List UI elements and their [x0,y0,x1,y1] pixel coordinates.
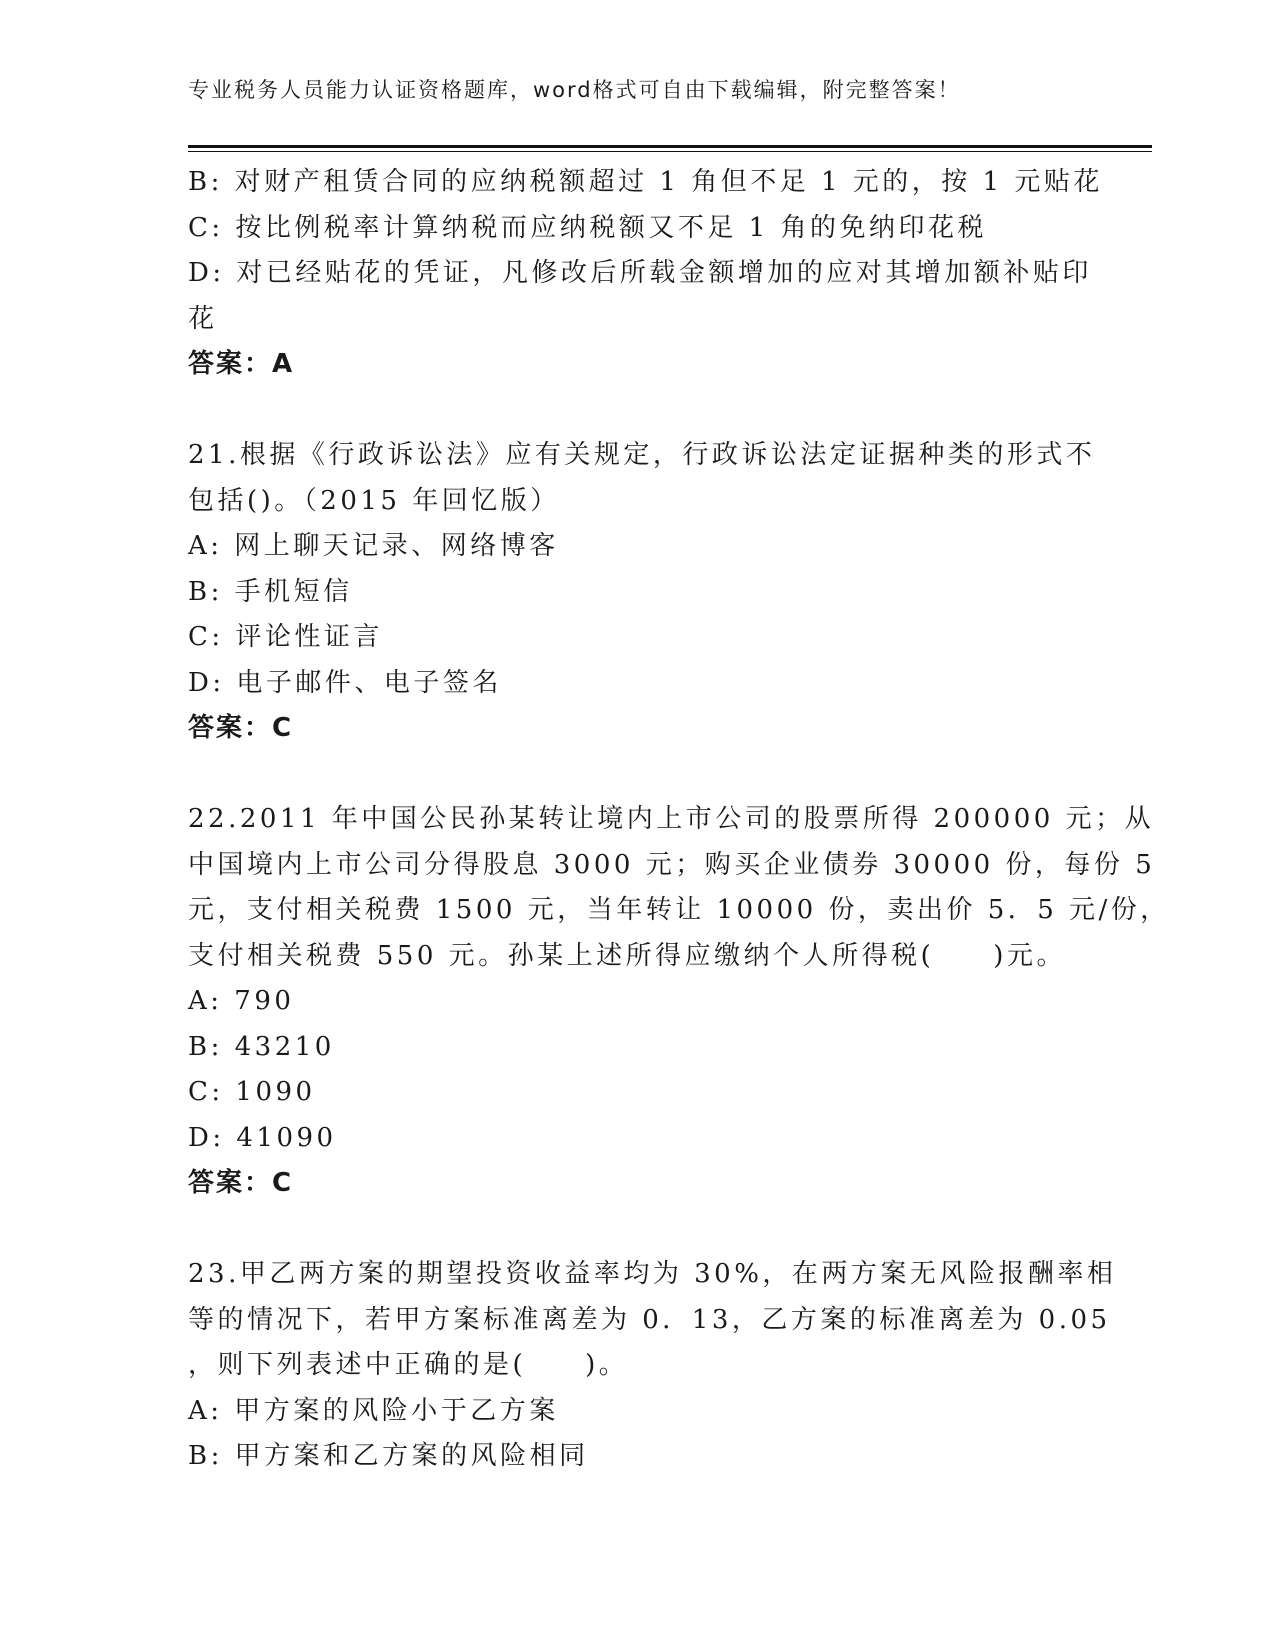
q22-answer: 答案：C [188,1168,294,1198]
spacer [188,1207,1088,1253]
q22-stem-line3: 元，支付相关税费 1500 元，当年转让 10000 份，卖出价 5．5 元/份， [188,895,1170,925]
header-divider [188,145,1152,148]
spacer [188,388,1088,434]
q23-stem-line3: ，则下列表述中正确的是( )。 [188,1350,629,1380]
q21-stem-line1: 21.根据《行政诉讼法》应有关规定，行政诉讼法定证据种类的形式不 [188,440,1096,470]
q21-option-a: A: 网上聊天记录、网络博客 [188,531,559,561]
q22-stem-line1: 22.2011 年中国公民孙某转让境内上市公司的股票所得 200000 元；从 [188,804,1155,834]
q21-option-c: C: 评论性证言 [188,622,383,652]
q22-option-a: A: 790 [188,986,295,1016]
q21-option-d: D: 电子邮件、电子签名 [188,667,502,698]
q22-stem-line2: 中国境内上市公司分得股息 3000 元；购买企业债券 30000 份，每份 5 [188,849,1156,880]
q22-option-d: D: 41090 [188,1122,337,1153]
prev-option-d-line1: D: 对已经贴花的凭证，凡修改后所载金额增加的应对其增加额补贴印 [188,258,1092,288]
page-header-title: 专业税务人员能力认证资格题库，word格式可自由下载编辑，附完整答案！ [188,78,961,102]
spacer [188,752,1088,798]
q23-stem-line1: 23.甲乙两方案的期望投资收益率均为 30%，在两方案无风险报酬率相 [188,1259,1117,1289]
q21-stem-line2: 包括()。（2015 年回忆版） [188,485,560,516]
prev-answer: 答案：A [188,349,295,379]
q23-stem-line2: 等的情况下，若甲方案标准离差为 0．13，乙方案的标准离差为 0.05 [188,1304,1111,1335]
prev-option-c: C: 按比例税率计算纳税而应纳税额又不足 1 角的免纳印花税 [188,212,987,243]
prev-option-b: B: 对财产租赁合同的应纳税额超过 1 角但不足 1 元的，按 1 元贴花 [188,167,1103,197]
header-divider-thin [188,151,1152,152]
q22-option-c: C: 1090 [188,1077,316,1107]
prev-option-d-line2: 花 [188,303,218,334]
q21-answer: 答案：C [188,713,294,743]
q23-option-b: B: 甲方案和乙方案的风险相同 [188,1441,589,1471]
q23-option-a: A: 甲方案的风险小于乙方案 [188,1395,559,1426]
q22-option-b: B: 43210 [188,1031,335,1062]
document-body [188,160,1170,1480]
q21-option-b: B: 手机短信 [188,576,353,607]
q22-stem-line4: 支付相关税费 550 元。孙某上述所得应缴纳个人所得税( )元。 [188,940,1066,971]
